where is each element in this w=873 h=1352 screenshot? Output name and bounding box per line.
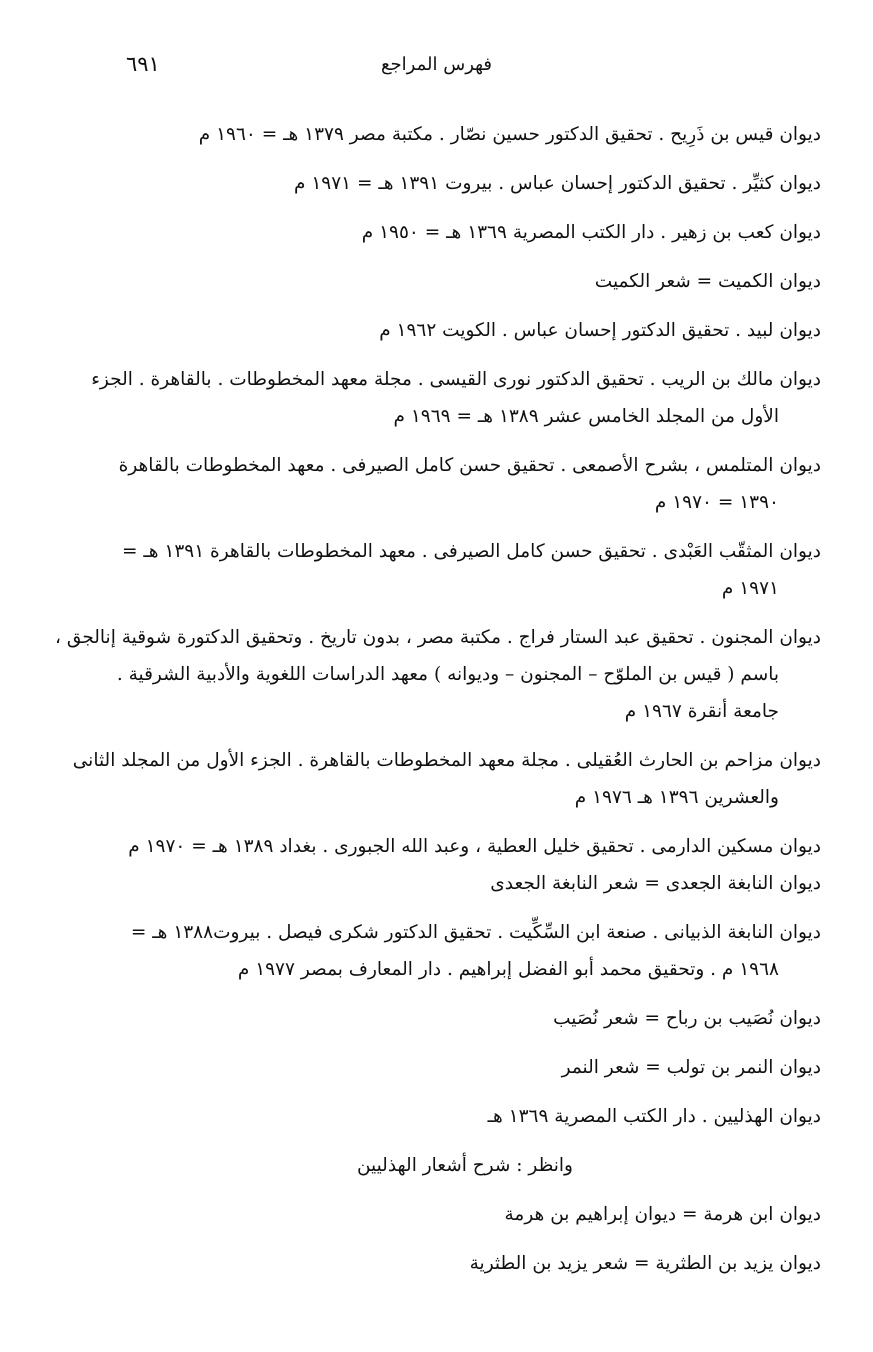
bibliography-entry bbox=[94, 914, 821, 988]
entry-continuation-line: جامعة أنقرة ١٩٦٧ م bbox=[624, 701, 779, 722]
entry-line: ديوان النابغة الذبيانى . صنعة ابن السِّكِّيت . تحقيق الدكتور شكرى فيصل . بيروت١٣٨٨ هـ = bbox=[130, 922, 821, 943]
entry-line: ديوان ابن هرمة = ديوان إبراهيم بن هرمة bbox=[504, 1204, 821, 1225]
entry-line: ديوان قيس بن ذَرِيح . تحقيق الدكتور حسين نصّار . مكتبة مصر ١٣٧٩ هـ = ١٩٦٠ م bbox=[198, 124, 821, 145]
entry-gap bbox=[94, 607, 821, 619]
entry-line: ديوان مسكين الدارمى . تحقيق خليل العطية ، وعبد الله الجبورى . بغداد ١٣٨٩ هـ = ١٩٧٠ م bbox=[128, 836, 821, 857]
entry-line: ديوان المجنون . تحقيق عبد الستار فراج . مكتبة مصر ، بدون تاريخ . وتحقيق الدكتورة شوقية إنالجق ، bbox=[55, 627, 821, 648]
entry-continuation-line: باسم ( قيس بن الملوّح – المجنون – وديوانه ) معهد الدراسات اللغوية والأدبية الشرقية . bbox=[116, 664, 779, 685]
bibliography-entry bbox=[94, 165, 821, 202]
bibliography-entry bbox=[94, 447, 821, 521]
bibliography-entry bbox=[94, 533, 821, 607]
entry-line: ديوان كعب بن زهير . دار الكتب المصرية ١٣٦٩ هـ = ١٩٥٠ م bbox=[361, 222, 821, 243]
bibliography-entry bbox=[94, 1196, 821, 1233]
entry-gap bbox=[94, 988, 821, 1000]
entry-line: ديوان نُصَيب بن رباح = شعر نُصَيب bbox=[553, 1008, 821, 1029]
entry-line: ديوان مالك بن الريب . تحقيق الدكتور نورى القيسى . مجلة معهد المخطوطات . بالقاهرة . الجزء bbox=[91, 369, 821, 390]
entry-gap bbox=[94, 153, 821, 165]
entry-line: ديوان يزيد بن الطثرية = شعر يزيد بن الطثرية bbox=[469, 1253, 821, 1274]
bibliography-entry bbox=[94, 1245, 821, 1282]
entry-continuation-line: ١٩٧١ م bbox=[721, 578, 779, 599]
entry-gap bbox=[94, 349, 821, 361]
entry-continuation-line: والعشرين ١٣٩٦ هـ ١٩٧٦ م bbox=[574, 787, 779, 808]
page-header bbox=[0, 52, 873, 86]
entry-gap bbox=[94, 435, 821, 447]
bibliography-entry bbox=[94, 1147, 821, 1184]
entry-continuation-line: الأول من المجلد الخامس عشر ١٣٨٩ هـ = ١٩٦٩ م bbox=[393, 406, 779, 427]
entry-line: ديوان المتلمس ، بشرح الأصمعى . تحقيق حسن كامل الصيرفى . معهد المخطوطات بالقاهرة bbox=[118, 455, 821, 476]
entry-continuation-line: ١٣٩٠ = ١٩٧٠ م bbox=[654, 492, 779, 513]
entry-gap bbox=[94, 730, 821, 742]
page-number: ٦٩١ bbox=[126, 52, 160, 76]
entry-gap bbox=[94, 1037, 821, 1049]
entry-line: ديوان لبيد . تحقيق الدكتور إحسان عباس . الكويت ١٩٦٢ م bbox=[379, 320, 821, 341]
bibliography-entry bbox=[94, 1049, 821, 1086]
entry-line: ديوان كثيِّر . تحقيق الدكتور إحسان عباس . بيروت ١٣٩١ هـ = ١٩٧١ م bbox=[294, 173, 821, 194]
entry-line: ديوان النابغة الجعدى = شعر النابغة الجعدى bbox=[490, 873, 821, 894]
bibliography-entry bbox=[94, 116, 821, 153]
entry-gap bbox=[94, 1184, 821, 1196]
entry-line: ديوان مزاحم بن الحارث العُقيلى . مجلة معهد المخطوطات بالقاهرة . الجزء الأول من المجلد الثانى bbox=[72, 750, 821, 771]
bibliography-list bbox=[55, 116, 821, 1282]
bibliography-entry bbox=[94, 828, 821, 865]
entry-line: وانظر : شرح أشعار الهذليين bbox=[356, 1155, 573, 1176]
entry-gap bbox=[94, 300, 821, 312]
entry-line: ديوان الهذليين . دار الكتب المصرية ١٣٦٩ هـ bbox=[487, 1106, 821, 1127]
entry-line: ديوان الكميت = شعر الكميت bbox=[594, 271, 821, 292]
entry-gap bbox=[94, 1135, 821, 1147]
entry-gap bbox=[94, 1233, 821, 1245]
entry-line: ديوان النمر بن تولب = شعر النمر bbox=[561, 1057, 821, 1078]
bibliography-entry bbox=[94, 865, 821, 902]
entry-gap bbox=[94, 816, 821, 828]
bibliography-entry bbox=[91, 361, 821, 435]
entry-gap bbox=[94, 202, 821, 214]
entry-continuation-line: ١٩٦٨ م . وتحقيق محمد أبو الفضل إبراهيم . دار المعارف بمصر ١٩٧٧ م bbox=[237, 959, 779, 980]
bibliography-entry bbox=[94, 1000, 821, 1037]
entry-line: ديوان المثقّب العَبْدى . تحقيق حسن كامل الصيرفى . معهد المخطوطات بالقاهرة ١٣٩١ هـ = bbox=[121, 541, 821, 562]
entry-gap bbox=[94, 521, 821, 533]
bibliography-entry bbox=[94, 263, 821, 300]
bibliography-entry bbox=[94, 1098, 821, 1135]
bibliography-entry bbox=[94, 214, 821, 251]
running-title: فهرس المراجع bbox=[380, 54, 493, 75]
bibliography-entry bbox=[94, 312, 821, 349]
entry-gap bbox=[94, 902, 821, 914]
bibliography-entry bbox=[55, 619, 821, 730]
entry-gap bbox=[94, 251, 821, 263]
bibliography-entry bbox=[72, 742, 821, 816]
entry-gap bbox=[94, 1086, 821, 1098]
